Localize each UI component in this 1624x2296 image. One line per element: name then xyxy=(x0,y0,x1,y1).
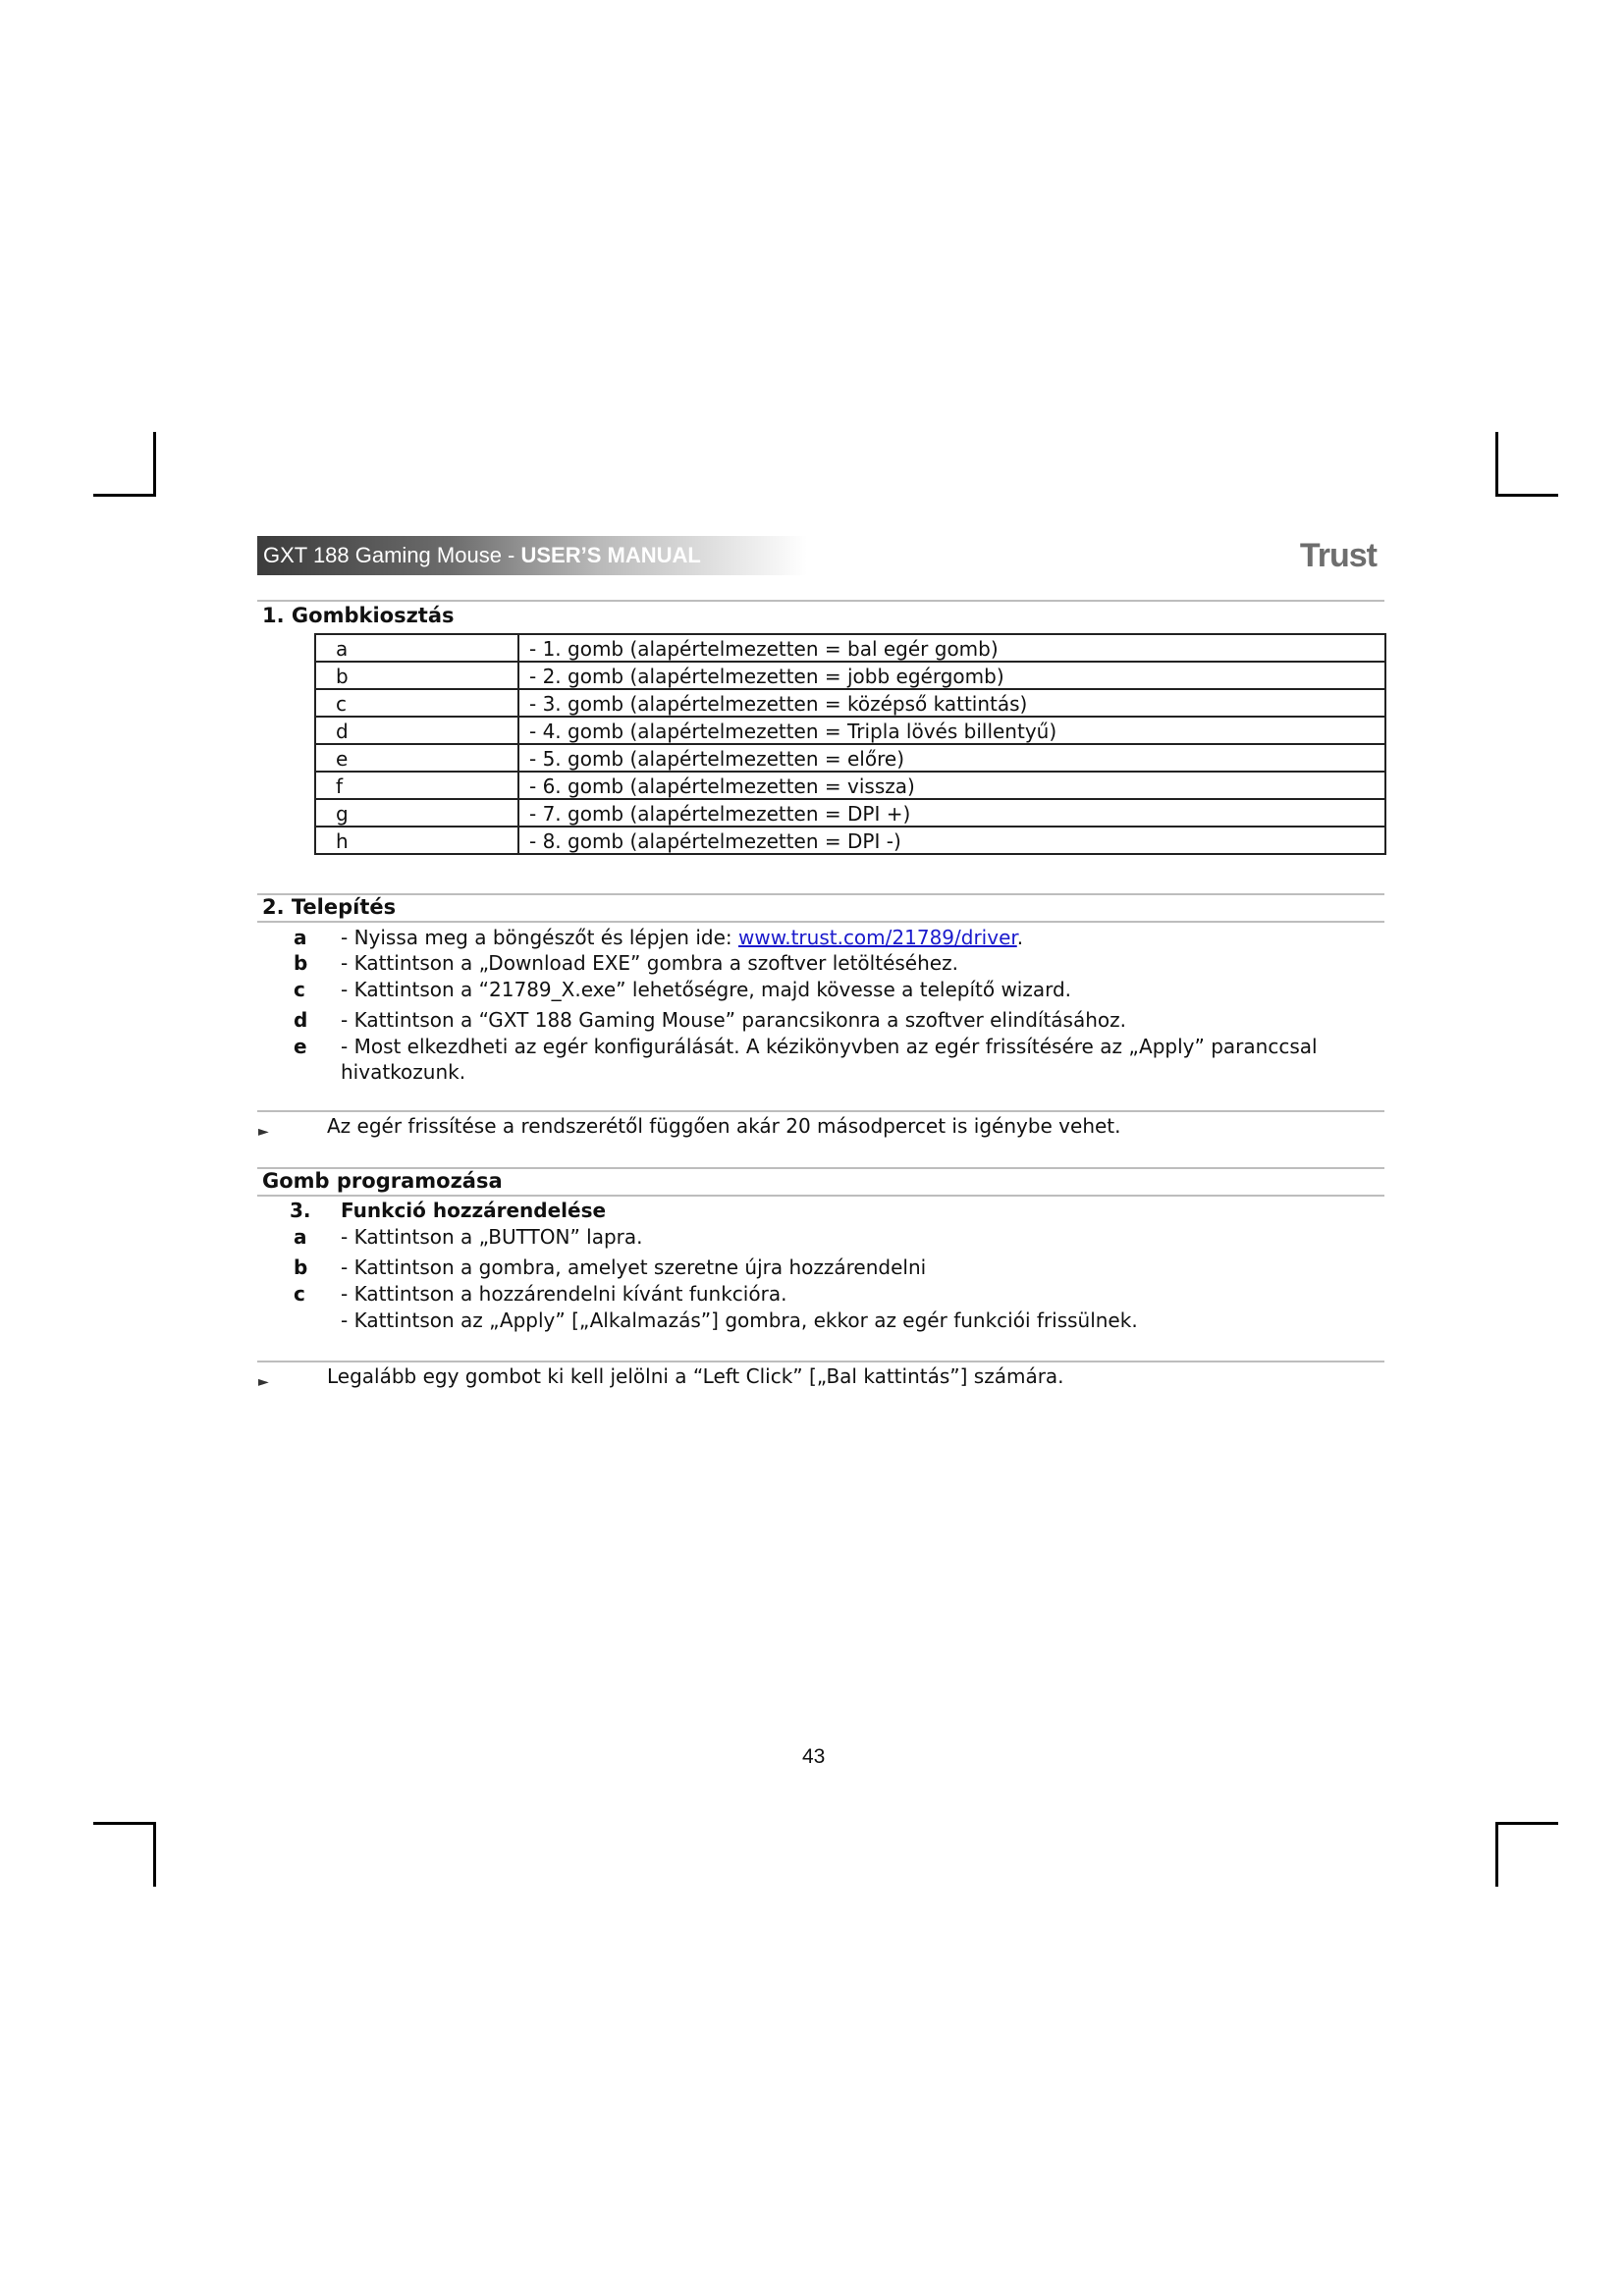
table-row xyxy=(315,772,1385,799)
table-cell-desc: - 3. gomb (alapértelmezetten = középső kattintás) xyxy=(518,689,1385,717)
section-rule xyxy=(257,893,1384,895)
crop-mark-bottom-right xyxy=(1495,1822,1558,1825)
note-text: Legalább egy gombot ki kell jelölni a “Left Click” [„Bal kattintás”] számára. xyxy=(327,1364,1064,1388)
note-arrow-icon: ► xyxy=(258,1124,269,1140)
table-cell-key: b xyxy=(315,662,518,689)
step-letter: e xyxy=(294,1035,307,1058)
step-text: - Kattintson a „Download EXE” gombra a szoftver letöltéséhez. xyxy=(341,951,958,975)
note-rule xyxy=(257,1110,1384,1112)
table-cell-key: g xyxy=(315,799,518,827)
page-header xyxy=(257,536,1377,575)
table-row xyxy=(315,689,1385,717)
note-left-click xyxy=(258,1363,1064,1390)
step-text: - Kattintson a „BUTTON” lapra. xyxy=(341,1225,643,1249)
table-row xyxy=(315,799,1385,827)
button-layout-table xyxy=(314,633,1386,855)
table-row xyxy=(315,717,1385,744)
table-cell-key: c xyxy=(315,689,518,717)
table-cell-key: h xyxy=(315,827,518,854)
table-cell-desc: - 6. gomb (alapértelmezetten = vissza) xyxy=(518,772,1385,799)
step-text: - Kattintson a gombra, amelyet szeretne újra hozzárendelni xyxy=(341,1255,927,1279)
note-rule xyxy=(257,1361,1384,1362)
table-row xyxy=(315,634,1385,662)
crop-mark-bottom-right xyxy=(1495,1822,1498,1887)
header-title-text: GXT 188 Gaming Mouse - xyxy=(263,543,521,567)
table-cell-desc: - 2. gomb (alapértelmezetten = jobb egérgomb) xyxy=(518,662,1385,689)
step-text: - Kattintson a “21789_X.exe” lehetőségre, majd kövesse a telepítő wizard. xyxy=(341,978,1072,1001)
table-cell-key: e xyxy=(315,744,518,772)
table-cell-key: a xyxy=(315,634,518,662)
section-rule xyxy=(257,921,1384,923)
header-rule xyxy=(257,600,1384,602)
step-text: - Kattintson az „Apply” [„Alkalmazás”] gombra, ekkor az egér funkciói frissülnek. xyxy=(341,1308,1138,1332)
crop-mark-top-right xyxy=(1495,432,1498,497)
section-title-button-layout: 1. Gombkiosztás xyxy=(262,604,455,627)
step-letter: c xyxy=(294,978,305,1001)
step-letter: d xyxy=(294,1008,308,1032)
crop-mark-top-right xyxy=(1495,494,1558,497)
step-letter: b xyxy=(294,1255,308,1279)
crop-mark-top-left xyxy=(153,432,156,497)
table-row xyxy=(315,744,1385,772)
note-text: Az egér frissítése a rendszerétől függően akár 20 másodpercet is igénybe vehet. xyxy=(327,1114,1121,1138)
header-subtitle: USER’S MANUAL xyxy=(520,543,701,567)
step-text-end: . xyxy=(1016,926,1024,949)
trust-logo: Trust xyxy=(1299,537,1377,574)
crop-mark-bottom-left xyxy=(153,1822,156,1887)
step-letter: a xyxy=(294,1225,307,1249)
step-text-start: - Nyissa meg a böngészőt és lépjen ide: xyxy=(341,926,738,949)
section-title-button-programming: Gomb programozása xyxy=(262,1169,503,1193)
step-number: 3. xyxy=(290,1199,311,1222)
table-cell-desc: - 1. gomb (alapértelmezetten = bal egér gomb) xyxy=(518,634,1385,662)
driver-link[interactable]: www.trust.com/21789/driver xyxy=(737,926,1017,949)
step-text: - Kattintson a “GXT 188 Gaming Mouse” parancsikonra a szoftver elindításához. xyxy=(341,1008,1126,1032)
step-letter: b xyxy=(294,951,308,975)
section-rule xyxy=(257,1195,1384,1197)
step-text: - Most elkezdheti az egér konfigurálását. A kézikönyvben az egér frissítésére az „Apply” paranccsal hivatkozunk. xyxy=(341,1035,1318,1084)
table-cell-desc: - 8. gomb (alapértelmezetten = DPI -) xyxy=(518,827,1385,854)
crop-mark-bottom-left xyxy=(93,1822,156,1825)
note-arrow-icon: ► xyxy=(258,1374,269,1390)
table-cell-key: f xyxy=(315,772,518,799)
table-cell-key: d xyxy=(315,717,518,744)
table-cell-desc: - 7. gomb (alapértelmezetten = DPI +) xyxy=(518,799,1385,827)
step-letter: a xyxy=(294,926,307,949)
header-title xyxy=(263,543,701,568)
step-letter: c xyxy=(294,1282,305,1306)
page-number: 43 xyxy=(802,1745,826,1768)
section-title-installation: 2. Telepítés xyxy=(262,895,397,919)
header-bar xyxy=(257,536,807,575)
table-row xyxy=(315,662,1385,689)
table-row xyxy=(315,827,1385,854)
crop-mark-top-left xyxy=(93,494,156,497)
step-text: - Kattintson a hozzárendelni kívánt funkcióra. xyxy=(341,1282,787,1306)
subsection-title: Funkció hozzárendelése xyxy=(341,1199,607,1222)
table-cell-desc: - 5. gomb (alapértelmezetten = előre) xyxy=(518,744,1385,772)
step-text xyxy=(341,925,1023,950)
note-refresh-time xyxy=(258,1113,1121,1140)
table-cell-desc: - 4. gomb (alapértelmezetten = Tripla lövés billentyű) xyxy=(518,717,1385,744)
